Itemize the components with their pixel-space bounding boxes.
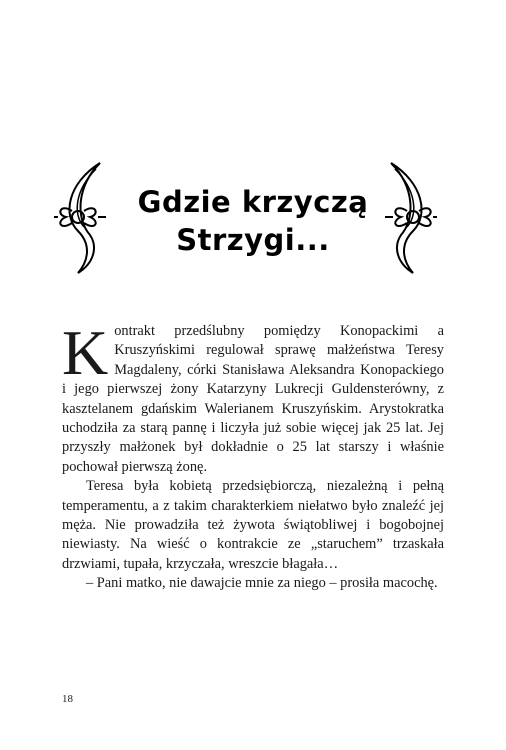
paragraph: Teresa była kobietą przedsiębiorczą, niezależną i pełną temperamentu, a z takim charakterkiem niełatwo było znaleźć jej męża. Nie prowadziła też żywota świątobliwej i bogobojnej niewiasty. Na wieść o kontrakcie ze „staruchem” trzaskała drzwiami, tupała, krzyczała, wreszcie błagała… — [62, 478, 444, 572]
chapter-body — [62, 317, 444, 594]
chapter-title-line2: Strzygi... — [176, 223, 330, 257]
chapter-title — [100, 183, 406, 259]
paragraph — [62, 317, 444, 477]
ornament-icon — [381, 155, 441, 280]
page-number: 18 — [62, 693, 73, 705]
paragraph-text: ontrakt przedślubny pomiędzy Konopackimi a Kruszyńskimi regulował sprawę małżeństwa Teresy Magdaleny, córki Stanisława Aleksandra Konopackiego i jego pierwszej żony Katarzyny Lukrecji Guldensterówny, z kasztelanem gdańskim Walerianem Kruszyńskim. Arystokratka uchodziła za starą pannę i liczyła już sobie więcej jak 25 lat. Jej przyszły małżonek był dokładnie o 25 lat starszy i właśnie pochował pierwszą żonę. — [62, 323, 444, 475]
paragraph: – Pani matko, nie dawajcie mnie za niego – prosiła macochę. — [86, 575, 438, 592]
chapter-title-line1: Gdzie krzyczą — [137, 185, 369, 219]
drop-cap: K — [62, 317, 109, 388]
